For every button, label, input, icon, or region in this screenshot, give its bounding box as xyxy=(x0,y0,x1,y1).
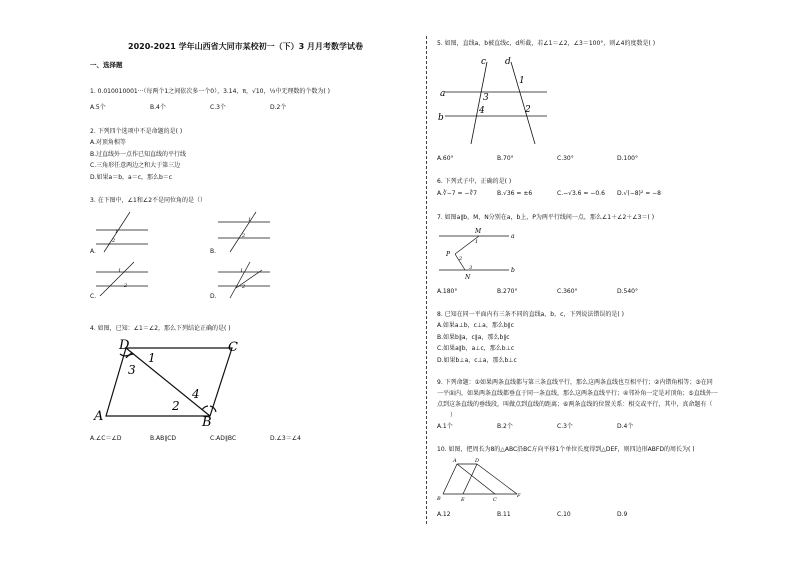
q3c-label-2: 2 xyxy=(124,283,128,289)
q4-label-3: 3 xyxy=(128,363,136,377)
column-divider xyxy=(426,36,427,524)
q4-option-c: C.AD∥BC xyxy=(210,435,237,442)
q3a-label-1: 1 xyxy=(115,229,119,235)
q3-figure-b xyxy=(218,212,270,252)
q6-option-d: D.√(−8)² = −8 xyxy=(617,190,661,197)
q7-label-2: 2 xyxy=(459,256,463,262)
q7-label-3: 3 xyxy=(469,265,473,271)
q5-label-3: 3 xyxy=(483,93,489,103)
q4-label-D: D xyxy=(119,338,130,353)
q10-option-b: B.11 xyxy=(497,511,511,518)
q2-option-b: B.过直线外一点作已知直线的平行线 xyxy=(90,151,187,158)
q5-label-d: d xyxy=(505,57,511,67)
q5-label-c: c xyxy=(481,57,487,67)
q8-option-d: D.如果b⊥a，c⊥a，那么b⊥c xyxy=(437,357,517,364)
q3-figure-c xyxy=(96,262,148,296)
q5-option-b: B.70° xyxy=(497,155,514,162)
q3-figure-d xyxy=(218,262,270,298)
q4-stem: 4. 如图，已知：∠1＝∠2，那么下列结论正确的是( ) xyxy=(90,325,231,332)
q4-label-C: C xyxy=(228,340,238,355)
q2-option-a: A.对顶角相等 xyxy=(90,139,126,146)
q10-stem: 10. 如图，把周长为8的△ABC沿BC方向平移1个单位长度得到△DEF，则四边形ABFD的周长为( ) xyxy=(437,446,695,453)
q10-label-A: A xyxy=(453,458,457,464)
q10-label-F: F xyxy=(517,493,521,499)
q2-stem: 2. 下列四个选项中不是命题的是( ) xyxy=(90,128,183,135)
q5-stem: 5. 如图，直线a，b被直线c，d所截，若∠1＝∠2，∠3＝100°，则∠4的度数是( ) xyxy=(437,40,656,47)
q4-figure-parallelogram xyxy=(90,336,250,428)
q3b-label-2: 2 xyxy=(242,233,246,239)
q3d-label-2: 2 xyxy=(242,284,246,290)
q6-option-c: C.−√3.6 = −0.6 xyxy=(557,190,605,197)
q3c-label-1: 1 xyxy=(118,268,122,274)
q3-option-b: B. xyxy=(210,248,217,255)
q7-option-c: C.360° xyxy=(557,288,578,295)
q7-label-N: N xyxy=(465,274,471,281)
page-title: 2020-2021 学年山西省大同市某校初一（下）3 月月考数学试卷 xyxy=(128,42,363,51)
q5-option-c: C.30° xyxy=(557,155,574,162)
q9-option-a: A.1个 xyxy=(437,423,453,430)
q5-label-b: b xyxy=(438,113,444,123)
q9-stem-line-2: 一平面内，如果两条直线都垂直于同一条直线，那么这两条直线平行；④邻补角一定是对顶角；⑤直线外一 xyxy=(437,390,718,397)
q6-stem: 6. 下列式子中，正确的是( ) xyxy=(437,178,512,185)
q10-option-d: D.9 xyxy=(617,511,628,518)
q4-option-d: D.∠3＝∠4 xyxy=(270,435,301,442)
q4-label-A: A xyxy=(94,409,104,424)
q9-option-b: B.2个 xyxy=(497,423,513,430)
q7-label-P: P xyxy=(446,251,451,258)
q8-option-a: A.如果a⊥b，c⊥a，那么b∥c xyxy=(437,322,514,329)
q1-option-d: D.2个 xyxy=(270,104,287,111)
q7-label-M: M xyxy=(475,228,482,235)
q7-label-b: b xyxy=(511,267,515,274)
q4-label-1: 1 xyxy=(148,351,156,365)
q7-label-a: a xyxy=(511,233,515,240)
q4-option-a: A.∠C＝∠D xyxy=(90,435,122,442)
q9-option-d: D.4个 xyxy=(617,423,634,430)
q10-figure xyxy=(437,456,527,504)
q10-option-a: A.12 xyxy=(437,511,451,518)
q8-stem: 8. 已知在同一平面内有三条不同的直线a，b，c，下列说法错误的是( ) xyxy=(437,311,625,318)
q8-option-c: C.如果a∥b，a⊥c，那么b⊥c xyxy=(437,345,515,352)
q5-label-1: 1 xyxy=(519,76,525,86)
q3-stem: 3. 在下图中，∠1和∠2不是同位角的是（） xyxy=(90,197,207,204)
q10-label-B: B xyxy=(437,496,441,502)
q1-option-c: C.3个 xyxy=(210,104,226,111)
q3-option-c: C. xyxy=(90,293,97,300)
q10-label-E: E xyxy=(461,497,465,503)
q4-label-4: 4 xyxy=(192,387,200,401)
q6-option-b: B.√36 = ±6 xyxy=(497,190,533,197)
q5-option-d: D.100° xyxy=(617,155,638,162)
q5-label-2: 2 xyxy=(525,105,531,115)
q3-option-d: D. xyxy=(210,293,217,300)
q6-option-a: A.∛−7 = −∛7 xyxy=(437,190,478,197)
q3a-label-2: 2 xyxy=(112,238,116,244)
q3-option-a: A. xyxy=(90,248,96,255)
q9-stem-line-4: ） xyxy=(450,412,457,419)
q1-option-b: B.4个 xyxy=(150,104,166,111)
q5-label-4: 4 xyxy=(479,106,485,116)
q10-label-C: C xyxy=(493,497,497,503)
q8-option-b: B.如果b∥a，c∥a，那么b∥c xyxy=(437,334,510,341)
q3-figure-a xyxy=(96,212,148,252)
q5-option-a: A.60° xyxy=(437,155,454,162)
q4-label-B: B xyxy=(202,415,212,428)
q7-label-1: 1 xyxy=(475,239,479,245)
section-heading: 一、选择题 xyxy=(90,61,123,69)
q7-stem: 7. 如图a∥b，M，N分别在a，b上，P为两平行线间一点，那么∠1＋∠2＋∠3＝( ) xyxy=(437,214,655,221)
q10-option-c: C.10 xyxy=(557,511,571,518)
q3d-label-1: 1 xyxy=(240,268,244,274)
q4-option-b: B.AB∥CD xyxy=(150,435,177,442)
q4-label-2: 2 xyxy=(172,399,180,413)
q7-option-a: A.180° xyxy=(437,288,458,295)
q10-label-D: D xyxy=(475,458,480,464)
q7-option-d: D.540° xyxy=(617,288,638,295)
q9-stem-line-3: 点到这条直线的垂线段，叫做点到直线的距离；⑥两条直线的位置关系：相交或平行，其中，真命题有（ xyxy=(437,401,713,408)
q5-label-a: a xyxy=(440,89,446,99)
q7-option-b: B.270° xyxy=(497,288,518,295)
q2-option-d: D.如果a＝b，a＝c，那么b＝c xyxy=(90,174,173,181)
q2-option-c: C.三角形任意两边之和大于第三边 xyxy=(90,162,181,169)
q9-option-c: C.3个 xyxy=(557,423,573,430)
q1-option-a: A.5个 xyxy=(90,104,106,111)
q3b-label-1: 1 xyxy=(248,217,252,223)
q7-figure xyxy=(437,224,537,282)
q3-figures xyxy=(90,208,280,308)
q1-stem: 1. 0.010010001···（每两个1之间依次多一个0），3.14，π，√10，⅓中无理数的个数为( ) xyxy=(90,88,330,95)
q5-figure xyxy=(437,52,557,148)
q9-stem-line-1: 9. 下列命题：①如果两条直线都与第三条直线平行，那么这两条直线也互相平行；②内错角相等；③在同 xyxy=(437,379,713,386)
